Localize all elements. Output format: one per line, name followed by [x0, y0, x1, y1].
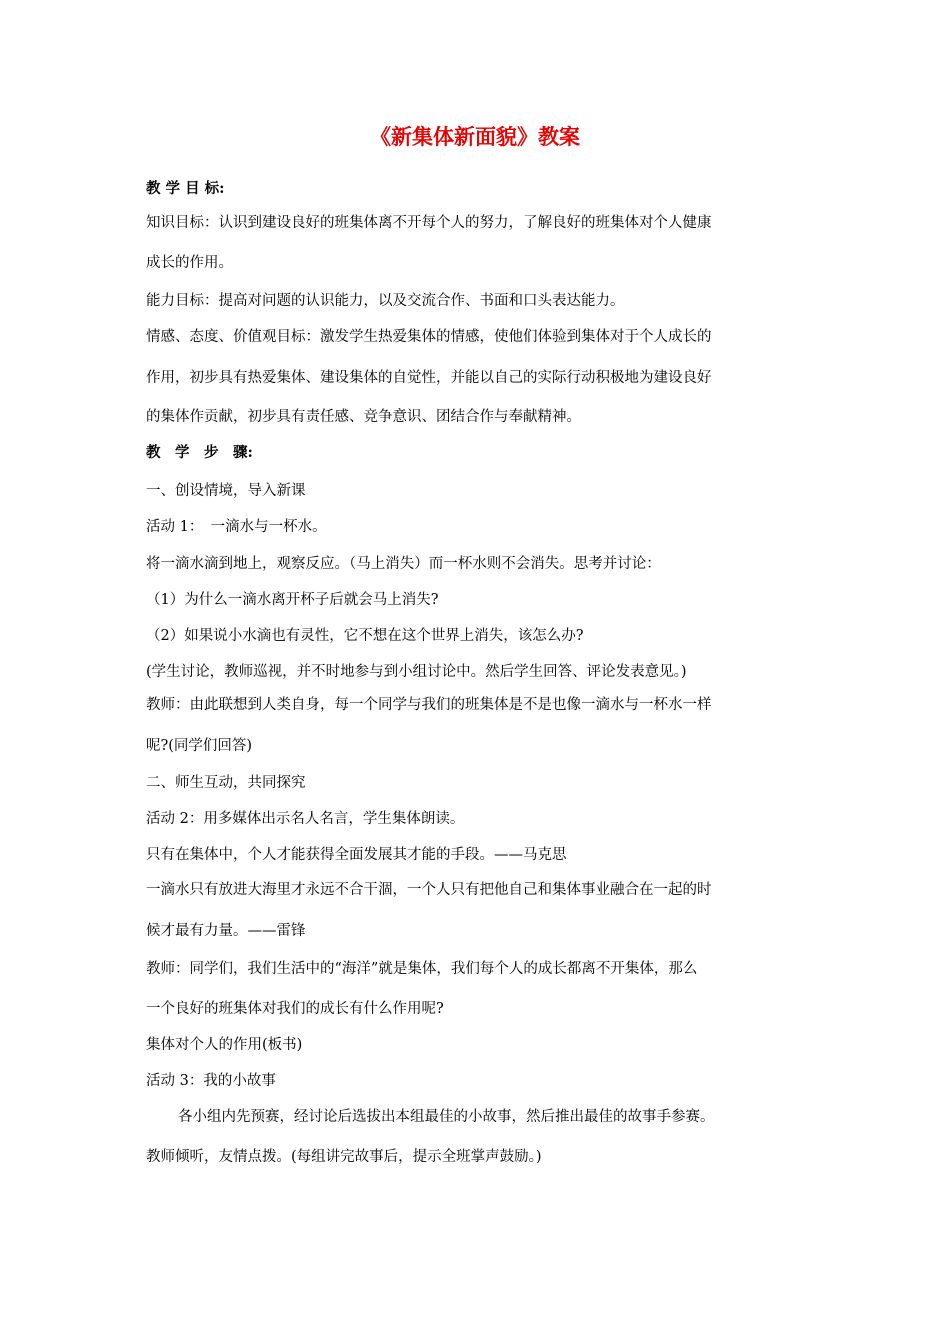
text-line: 候才最有力量。——雷锋: [146, 923, 306, 939]
text-line: 一个良好的班集体对我们的成长有什么作用呢?: [146, 1001, 444, 1017]
document-title: 《新集体新面貌》教案: [370, 124, 580, 149]
text-line: 情感、态度、价值观目标：激发学生热爱集体的情感，使他们体验到集体对于个人成长的: [146, 329, 712, 345]
text-line: 活动 2：用多媒体出示名人名言，学生集体朗读。: [146, 811, 465, 827]
text-line: 各小组内先预赛，经讨论后选拔出本组最佳的小故事，然后推出最佳的故事手参赛。: [178, 1109, 715, 1125]
text-line: 二、师生互动，共同探究: [146, 775, 306, 791]
text-line: 集体对个人的作用(板书): [146, 1037, 303, 1053]
text-line: 只有在集体中，个人才能获得全面发展其才能的手段。——马克思: [146, 847, 567, 863]
text-line: (学生讨论，教师巡视，并不时地参与到小组讨论中。然后学生回答、评论发表意见。): [146, 664, 687, 680]
text-line: 活动 3：我的小故事: [146, 1073, 276, 1089]
section-heading-objectives: 教 学 目 标:: [146, 180, 225, 197]
text-line: （1）为什么一滴水离开杯子后就会马上消失?: [146, 592, 439, 608]
text-line: 成长的作用。: [146, 255, 233, 271]
text-line: 作用，初步具有热爱集体、建设集体的自觉性，并能以自己的实际行动积极地为建设良好: [146, 370, 712, 386]
text-line: 能力目标：提高对问题的认识能力，以及交流合作、书面和口头表达能力。: [146, 293, 625, 309]
text-line: 一、创设情境，导入新课: [146, 483, 306, 499]
section-heading-steps: 教 学 步 骤:: [146, 444, 253, 461]
text-line: 教师倾听，友情点拨。(每组讲完故事后，提示全班掌声鼓励。): [146, 1149, 542, 1165]
text-line: 将一滴水滴到地上，观察反应。（马上消失）而一杯水则不会消失。思考并讨论：: [146, 556, 661, 572]
text-line: 知识目标：认识到建设良好的班集体离不开每个人的努力，了解良好的班集体对个人健康: [146, 215, 712, 231]
text-line: 活动 1： 一滴水与一杯水。: [146, 519, 327, 535]
text-line: 教师：由此联想到人类自身，每一个同学与我们的班集体是不是也像一滴水与一杯水一样: [146, 697, 712, 713]
text-line: 的集体作贡献，初步具有责任感、竞争意识、团结合作与奉献精神。: [146, 409, 581, 425]
text-line: 教师：同学们，我们生活中的“海洋”就是集体，我们每个人的成长都离不开集体，那么: [146, 961, 698, 977]
text-line: 呢?(同学们回答): [146, 738, 253, 754]
text-line: 一滴水只有放进大海里才永远不合干涸，一个人只有把他自己和集体事业融合在一起的时: [146, 882, 712, 898]
text-line: （2）如果说小水滴也有灵性，它不想在这个世界上消失，该怎么办?: [146, 628, 584, 644]
